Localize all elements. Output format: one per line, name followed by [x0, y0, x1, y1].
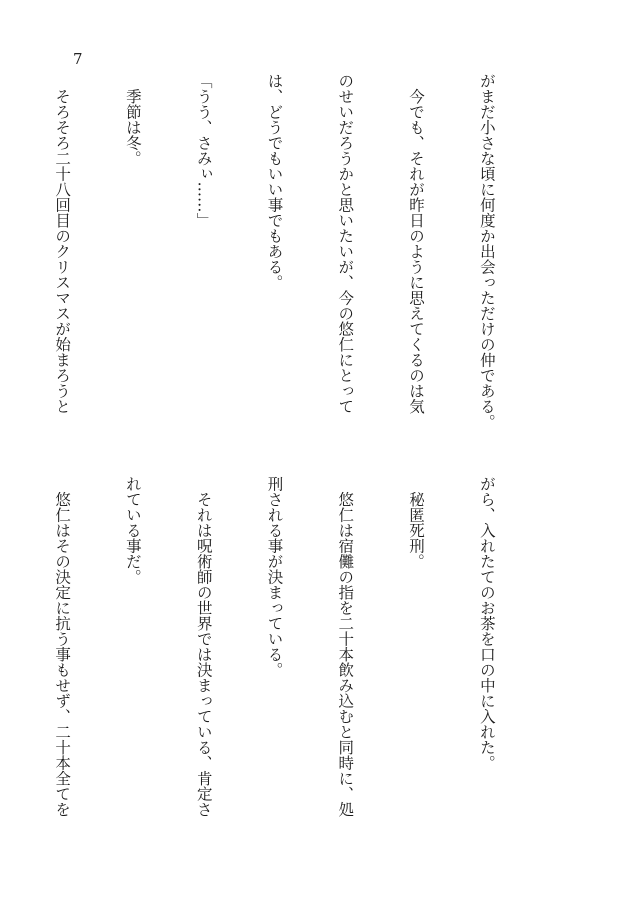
text-line: は、どうでもいい事でもある。: [265, 73, 284, 290]
text-line: それは呪術師の世界では決まっている、肯定さ: [194, 476, 213, 817]
text-line: [0, 73, 2, 453]
text-line: 悠仁は宿儺の指を二十本飲み込むと同時に、処: [336, 476, 355, 817]
text-line: 悠仁はその決定に抗う事もせず、二十本全てを: [53, 476, 72, 817]
text-line: 「うう、さみぃ……」: [194, 73, 213, 228]
text-line: 秘匿死刑。: [407, 476, 426, 569]
text-line: れている事だ。: [123, 476, 142, 585]
text-line: 季節は冬。: [123, 73, 142, 166]
text-line: そろそろ二十八回目のクリスマスが始まろうと: [53, 73, 72, 414]
page-number: 7: [73, 50, 83, 68]
upper-text-block: [0, 73, 545, 453]
text-line: がら、入れたてのお茶を口の中に入れた。: [477, 476, 496, 771]
text-line: がまだ小さな頃に何度か出会っただけの仲である。: [477, 73, 496, 430]
lower-text-block: [0, 476, 545, 871]
text-line: 今でも、それが昨日のように思えてくるのは気: [407, 73, 426, 414]
text-line: のせいだろうかと思いたいが、今の悠仁にとって: [336, 73, 355, 414]
text-line: 刑される事が決まっている。: [265, 476, 284, 678]
text-line: [0, 476, 2, 871]
